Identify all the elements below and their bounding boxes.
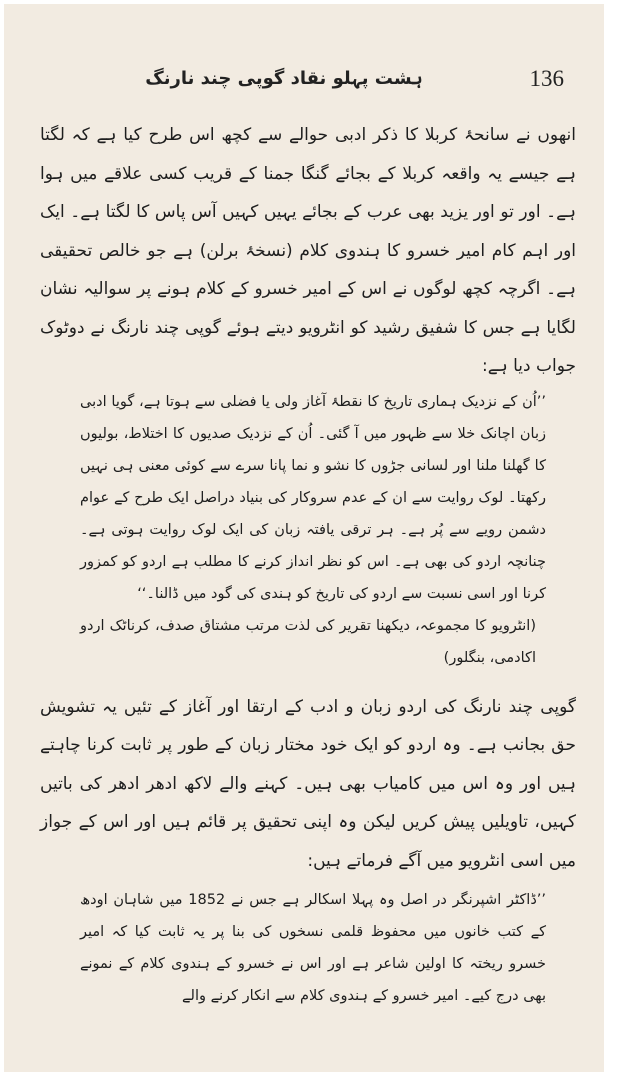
- paragraph-1: انھوں نے سانحۂ کربلا کا ذکر ادبی حوالے سے کچھ اس طرح کیا ہے کہ لگتا ہے جیسے یہ واقعہ کربلا کے بجائے گنگا جمنا کے قریب کسی علاقے میں ہوا ہے۔ اور تو اور یزید بھی عرب کے بجائے یہیں کہیں آس پاس کا لگتا ہے۔ ایک اور اہم کام امیر خسرو کا ہندوی کلام (نسخۂ برلن) ہے جو خالص تحقیقی ہے۔ اگرچہ کچھ لوگوں نے اس کے امیر خسرو کے کلام ہونے پر سوالیہ نشان لگایا ہے جس کا شفیق رشید کو انٹرویو دیتے ہوئے گوپی چند نارنگ نے دوٹوک جواب دیا ہے:: [40, 125, 576, 376]
- paragraph-2: گوپی چند نارنگ کی اردو زبان و ادب کے ارتقا اور آغاز کے تئیں یہ تشویش حق بجانب ہے۔ وہ اردو کو ایک خود مختار زبان کے طور پر ثابت کرنا چاہتے ہیں اور وہ اس میں کامیاب بھی ہیں۔ کہنے والے لاکھ ادھر ادھر کی باتیں کہیں، تاویلیں پیش کریں لیکن وہ اپنی تحقیق پر قائم ہیں اور اس کے جواز میں اسی انٹرویو میں آگے فرماتے ہیں:: [40, 696, 576, 871]
- quote-1-source: (انٹرویو کا مجموعہ، دیکھنا تقریر کی لذت مرتب مشتاق صدف، کرناٹک اردو اکادمی، بنگلور): [80, 617, 536, 666]
- book-page: [4, 4, 604, 1072]
- page-header: [44, 66, 564, 96]
- page-body: [40, 116, 576, 1012]
- running-title: ہشت پہلو نقاد گوپی چند نارنگ: [145, 68, 423, 89]
- page-number: 136: [529, 66, 564, 91]
- block-quote-1: ’’اُن کے نزدیک ہماری تاریخ کا نقطۂ آغاز ولی یا فضلی سے ہوتا ہے، گویا ادبی زبان اچانک خلا سے ظہور میں آ گئی۔ اُن کے نزدیک صدیوں کا اختلاط، بولیوں کا گھلنا ملنا اور لسانی جڑوں کا نشو و نما پانا سرے سے کوئی معنی ہی نہیں رکھتا۔ لوک روایت سے ان کے عدم سروکار کی بنیاد دراصل ایک طرح کے عوام دشمن رویے سے پُر ہے۔ ہر ترقی یافتہ زبان کی ایک لوک روایت ہوتی ہے۔ چنانچہ اردو کی بھی ہے۔ اس کو نظر انداز کرنے کا مطلب ہے اردو کو کمزور کرنا اور اسی نسبت سے اردو کی تاریخ کو ہندی کی گود میں ڈالنا۔‘‘: [80, 393, 546, 602]
- block-quote-2: ’’ڈاکٹر اشپرنگر در اصل وہ پہلا اسکالر ہے جس نے 1852 میں شاہان اودھ کے کتب خانوں میں محفوظ قلمی نسخوں کی بنا پر یہ ثابت کیا کہ امیر خسرو ریختہ کا اولین شاعر ہے اور اس نے خسرو کے ہندوی کلام کے نمونے بھی درج کیے۔ امیر خسرو کے ہندوی کلام سے انکار کرنے والے: [80, 892, 546, 1004]
